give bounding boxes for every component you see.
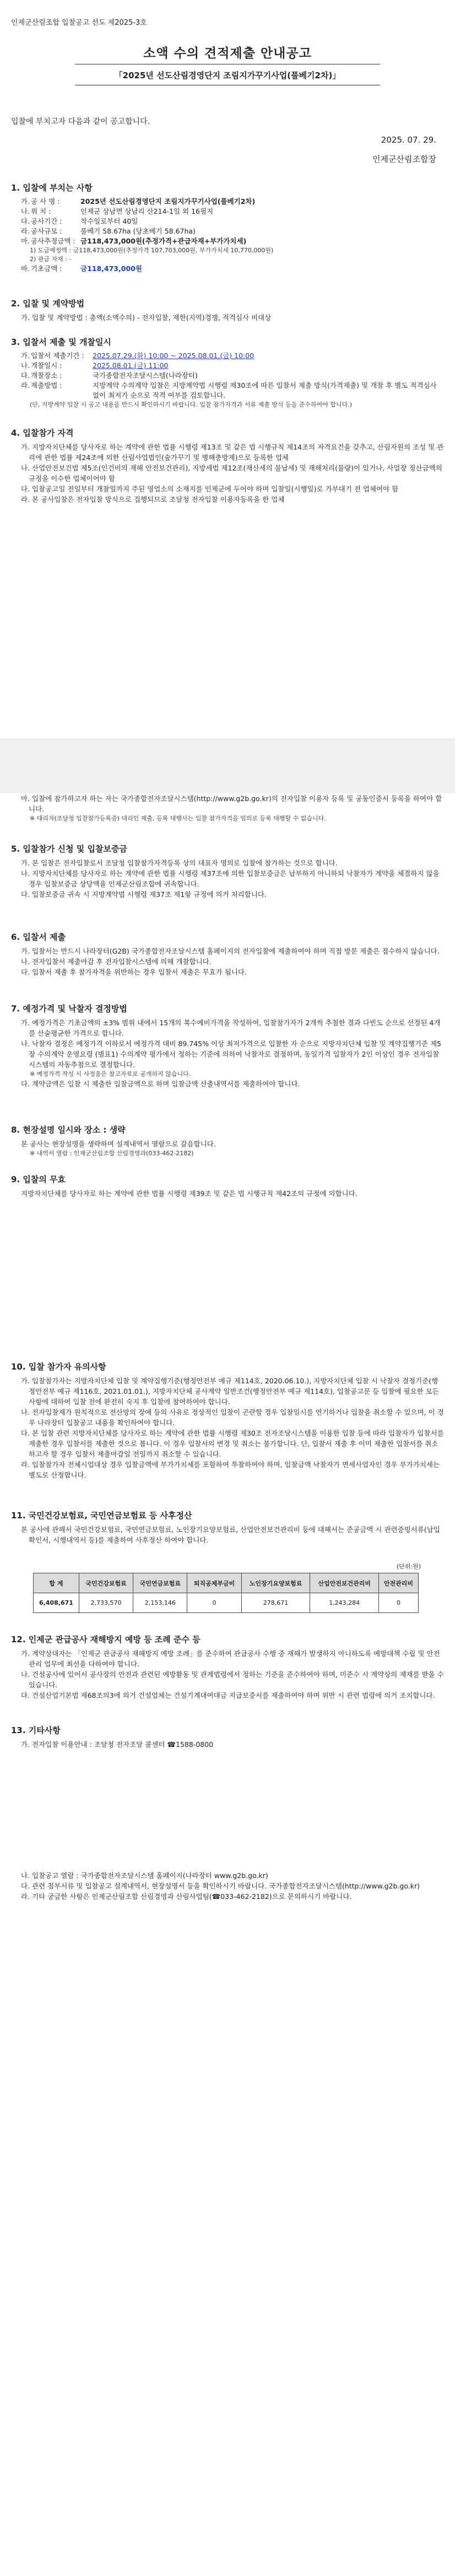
- s2-text: 가. 입찰 및 계약방법 : 총액(소액수의) - 전자입찰, 제한(지역)경쟁, 적격심사 비대상: [21, 313, 272, 322]
- section-12: [11, 1633, 444, 1701]
- s4-item: 다. 입찰공고일 전일부터 개찰일까지 주된 영업소의 소재지를 인제군에 두어야 하며 입찰일(시행일)로 가부대기 전 업체여야 함: [21, 485, 399, 493]
- table-cell: 2,733,570: [79, 1593, 133, 1613]
- s4-item: 가. 지방자치단체를 당사자로 하는 계약에 관한 법률 시행령 제13조 및 같은 법 시행규칙 제14조의 자격요건을 갖추고, 산림자원의 조성 및 관리에 관한 법률 제24조에 의한 산림사업법인(숲가꾸기 및 병해충방제)으로 등록한 업체: [21, 443, 444, 462]
- s1-row: 다. 공사기간 : 착수일로부터 40일: [21, 217, 138, 225]
- s12-item: 다. 건설산업기본법 제68조의3에 의거 건설업체는 건설기계대여대금 지급보증서를 제출하여야 하며 위반 시 관련 법령에 의거 조치합니다.: [21, 1691, 435, 1700]
- table-cell: 0: [187, 1593, 241, 1613]
- table-cell: 0: [378, 1593, 418, 1613]
- section-heading: 2. 입찰 및 계약방법: [11, 299, 85, 309]
- table-row: [34, 1573, 419, 1593]
- s1-sub-note: 2) 관급 자재 : -: [30, 256, 72, 263]
- s5-item: 다. 입찰보증금 귀속 시 지방계약법 시행령 제37조 제1항 규정에 의거 처리합니다.: [21, 890, 267, 899]
- document-page-2: [0, 793, 455, 2576]
- s12-item: 나. 건설공사에 있어서 공사장의 안전과 관련된 예방활동 및 관계법령에서 정하는 기준을 준수하여야 하며, 미준수 시 계약상의 제재를 받을 수 있습니다.: [21, 1670, 444, 1689]
- s6-item: 다. 입찰서 제출 후 참가자격을 위반하는 경우 입찰서 제출은 무효가 됩니다.: [21, 968, 247, 976]
- s10-item: 나. 전자입찰제가 원칙적으로 전산망의 장애 등의 사유로 정상적인 입찰이 곤란할 경우 입찰일시를 연기하거나 입찰을 취소할 수 있으며, 이 경우 나라장터 입찰공고 내용을 확인하여야 합니다.: [21, 1408, 444, 1427]
- section-9: [11, 1173, 444, 1199]
- table-header: 안전관리비: [378, 1573, 418, 1593]
- s1-row: 나. 위 치 : 인제군 상남면 상남리 산214-1일 외 16필지: [21, 207, 214, 215]
- section-6: [11, 931, 444, 977]
- section-4-continued: [11, 793, 444, 823]
- announcement-date: 2025. 07. 29.: [381, 135, 436, 145]
- section-heading: 11. 국민건강보험료, 국민연금보험료 등 사후정산: [11, 1511, 192, 1520]
- s12-item: 가. 계약상대자는 「인제군 관급공사 재해방지 예방 조례」를 준수하여 관급공사 수행 중 재해가 발생하지 아니하도록 예방대책 수립 및 안전관리 업무에 최선을 다하여야 합니다.: [21, 1649, 440, 1668]
- s7-note: ※ 예정가격 작성 시 사정율은 참고자료로 공개하지 않습니다.: [30, 1070, 191, 1078]
- section-3: [11, 336, 444, 409]
- doc-number: 인제군산림조합 입찰공고 선도 제2025-3호: [11, 19, 147, 27]
- s1-row: 마. 공사추정금액 : 금118,473,000원(추정가격+관급자재+부가가치세): [21, 237, 247, 245]
- section-heading: 5. 입찰참가 신청 및 입찰보증금: [11, 844, 127, 854]
- section-10: [11, 1361, 444, 1480]
- table-row: [34, 1593, 419, 1613]
- table-header: 산업안전보건관리비: [310, 1573, 379, 1593]
- section-heading: 9. 입찰의 무효: [11, 1175, 66, 1184]
- footer-item: 나. 입찰공고 열람 : 국가종합전자조달시스템 홈페이지(나라장터 www.g2b.go.kr): [21, 1871, 268, 1880]
- s5-item: 나. 지방자치단체를 당사자로 하는 계약에 관한 법률 시행령 제37조에 의한 입찰보증금은 납부하지 아니하되 낙찰자가 계약을 체결하지 않을 경우 입찰보증금 상당액을 인제군산림조합에 귀속합니다.: [21, 869, 440, 888]
- section-4: [11, 427, 444, 505]
- section-8: [11, 1124, 444, 1158]
- section-1: [11, 182, 444, 274]
- s3-note: (단, 지방계약 입찰 시 공고 내용을 반드시 확인하시기 바랍니다. 입찰 참가자격과 서류 제출 방식 등을 준수하여야 합니다.): [30, 401, 353, 408]
- table-cell: 2,153,146: [133, 1593, 187, 1613]
- s10-item: 라. 입찰참가자 전체시업대상 경우 입찰금액에 부가가치세를 포함하여 투찰하여야 하며, 입찰금액 낙찰자가 면세사업자인 경우 부가가치세는 별도로 산정합니다.: [21, 1460, 440, 1479]
- section-7: [11, 1003, 444, 1089]
- section-heading: 10. 입찰 참가자 유의사항: [11, 1362, 106, 1372]
- section-heading: 8. 현장설명 일시와 장소 : 생략: [11, 1125, 126, 1135]
- section-heading: 13. 기타사항: [11, 1725, 61, 1735]
- s6-item: 나. 전자입찰서 제출마감 후 전자입찰시스템에 의해 개찰합니다.: [21, 957, 212, 966]
- organization-name: 인제군산림조합장: [372, 154, 436, 164]
- s13-text: 가. 전자입찰 이용안내 : 조달청 전자조달 콜센터 ☎1588-0800: [21, 1740, 214, 1749]
- s6-item: 가. 입찰서는 반드시 나라장터(G2B) 국가종합전자조달시스템 홈페이지의 전자입찰에 제출하여야 하며 직접 방문 제출은 접수하지 않습니다.: [21, 947, 440, 955]
- s4-item: 나. 산업안전보건법 제5조(인건비의 재해 안전보건관리), 지방세법 제12조(재산세의 물납세) 및 재해처리(물량)이 있거나, 사업장 정산금액의 규정을 이수한 업체이어야 함: [21, 464, 442, 483]
- s1-row: 바. 기초금액 : 금118,473,000원: [21, 264, 142, 273]
- s8-note: ※ 내역서 열람 : 인제군산림조합 산림경영과(033-462-2182): [30, 1150, 194, 1157]
- section-13: [11, 1724, 444, 1750]
- page-subtitle: 「2025년 선도산림경영단지 조림지가꾸기사업(풀베기2차)」: [114, 71, 341, 80]
- table-header: 퇴직공제부금비: [187, 1573, 241, 1593]
- page-separator: [0, 738, 455, 793]
- s7-item: 다. 계약금액은 입찰 시 제출한 입찰금액으로 하며 입찰금액 산출내역서를 제출하여야 합니다.: [21, 1080, 300, 1088]
- page-title: 소액 수의 견적제출 안내공고: [143, 46, 312, 61]
- footer-item: 다. 관련 첨부서류 및 입찰공고 설계내역서, 현장설명서 등을 확인하시기 바랍니다. 국가종합전자조달시스템(http://www.g2b.go.kr): [21, 1882, 420, 1890]
- s11-text: 본 공사에 관해서 국민건강보험료, 국민연금보험료, 노인장기요양보험료, 산업안전보건관리비 등에 대해서는 준공금액 시 관련증빙서류(납입확인서, 시행내역서 등)를 제출하여 사후정산 하여야 합니다.: [21, 1525, 440, 1544]
- insurance-table: [33, 1573, 419, 1613]
- s1-row: 가. 공 사 명 : 2025년 선도산림경영단지 조림지가꾸기사업(풀베기2차): [21, 197, 256, 205]
- s4-item: 라. 본 공사입찰은 전자입찰 방식으로 집행되므로 조달청 전자입찰 이용자등록을 한 업체: [21, 495, 285, 504]
- section-5: [11, 843, 444, 900]
- section-heading: 12. 인제군 관급공사 재해방지 예방 등 조례 준수 등: [11, 1635, 201, 1644]
- s9-text: 지방자치단체를 당사자로 하는 계약에 관한 법률 시행령 제39조 및 같은 법 시행규칙 제42조의 규정에 의합니다.: [21, 1189, 358, 1198]
- s8-text: 본 공사는 현장설명을 생략하며 설계내역서 열람으로 갈음합니다.: [21, 1140, 216, 1148]
- section-heading: 4. 입찰참가 자격: [11, 428, 74, 438]
- s3-row: 나. 개찰일시 : 2025.08.01.(금) 11:00: [21, 361, 169, 370]
- table-header: 국민연금보험료: [133, 1573, 187, 1593]
- s1-row: 라. 공사규모 : 풀베기 58.67ha (당초베기 58.67ha): [21, 227, 196, 235]
- s4-cont-text: 마. 입찰에 참가하고자 하는 자는 국가종합전자조달시스템(http://www.g2b.go.kr)의 전자입찰 이용자 등록 및 공동인증서 등록을 하여야 합니다.: [21, 794, 442, 813]
- table-header: 노인장기요양보험료: [241, 1573, 310, 1593]
- section-heading: 6. 입찰서 제출: [11, 932, 66, 942]
- s4-cont-note: ※ 대리자(조달청 입찰참가등록증) 대리인 제출, 등록 대행사는 입찰 참가자격을 임의로 등록 대행할 수 없습니다.: [30, 815, 326, 822]
- s5-item: 가. 본 입찰은 전자입찰로서 조달청 입찰참가자격등록 상의 대표자 명의로 입찰에 참가하는 것으로 합니다.: [21, 859, 338, 867]
- intro-text: 입찰에 부치고자 다음과 같이 공고합니다.: [11, 117, 150, 126]
- s10-item: 가. 입찰참가자는 지방자치단체 입찰 및 계약집행기준(행정안전부 예규 제114호, 2020.06.10.), 지방자치단체 입찰 시 낙찰자 결정기준(행정안전부 예규 제116호, 2021.01.01.), 지방자치단체 공사계약 일반조건(행정안전부 예규 제114호), 입찰공고문 등 입찰에 필요한 모든 사항에 대하여 입찰 전에 완전히 숙지 후 입찰에 참여하여야 합니다.: [21, 1377, 439, 1406]
- s7-item: 나. 낙찰자 결정은 예정가격 이하로서 예정가격 대비 89.745% 이상 최저가격으로 입찰한 자 순으로 지방자치단체 입찰 및 계약집행기준 제5장 수의계약 운영요령 (별표1) 수의계약 평가에서 정하는 기준에 의하여 낙찰자로 결정하며, 동일가격 입찰자가 2인 이상인 경우 전자입찰시스템의 자동추첨으로 결정합니다.: [21, 1040, 441, 1069]
- table-unit: (단위:원): [396, 1563, 421, 1570]
- s3-row: 가. 입찰서 제출기간 : 2025.07.29.(화) 10:00 ~ 2025.08.01.(금) 10:00: [21, 351, 254, 360]
- section-heading: 1. 입찰에 부치는 사항: [11, 183, 93, 193]
- table-header: 합 계: [34, 1573, 79, 1593]
- section-2: [11, 297, 444, 323]
- s10-item: 다. 본 입찰 관련 지방자치단체를 당사자로 하는 계약에 관한 법률 시행령 제30조 전자조달시스템을 이용한 입찰 등에 따라 입찰자가 입찰서를 제출한 경우 입찰서를 제출한 것으로 봅니다. 이 경우 입찰서의 변경 및 취소는 불가합니다. 단, 입찰서 제출 후 이미 제출한 입찰서를 취소하고자 할 경우 입찰서 제출마감일 전일까지 취소할 수 있습니다.: [21, 1429, 444, 1458]
- table-cell: 1,243,284: [310, 1593, 379, 1613]
- s3-row: 라. 제출방법 : 지방계약 수의계약 입찰은 지방계약법 시행령 제30조에 따른 입찰서 제출 방식(가격제출) 및 개찰 후 별도 적격심사 없이 최저가 순으로 적격 여부를 검토합니다.: [21, 381, 437, 399]
- section-heading: 7. 예정가격 및 낙찰자 결정방법: [11, 1004, 127, 1014]
- footer-notes: [11, 1870, 444, 1902]
- table-cell: 278,671: [241, 1593, 310, 1613]
- document-page-1: [0, 0, 455, 738]
- section-heading: 3. 입찰서 제출 및 개찰일시: [11, 337, 111, 347]
- s1-sub-note: 1) 도급예정액 : 금118,473,000원(추정가격 107,703,000원, 부가가치세 10,770,000원): [30, 247, 274, 254]
- section-11: [11, 1509, 444, 1545]
- table-header: 국민건강보험료: [79, 1573, 133, 1593]
- table-cell: 6,408,671: [34, 1593, 79, 1613]
- s3-row: 다. 개찰장소 : 국가종합전자조달시스템(나라장터): [21, 371, 198, 380]
- s7-item: 가. 예정가격은 기초금액의 ±3% 범위 내에서 15개의 복수예비가격을 작성하여, 입찰참가자가 2개씩 추첨한 결과 다빈도 순으로 선정된 4개를 산술평균한 가격으로 합니다.: [21, 1019, 441, 1037]
- footer-item: 라. 기타 궁금한 사항은 인제군산림조합 산림경영과 산림사업팀(☎033-462-2182)으로 문의하시기 바랍니다.: [21, 1892, 352, 1901]
